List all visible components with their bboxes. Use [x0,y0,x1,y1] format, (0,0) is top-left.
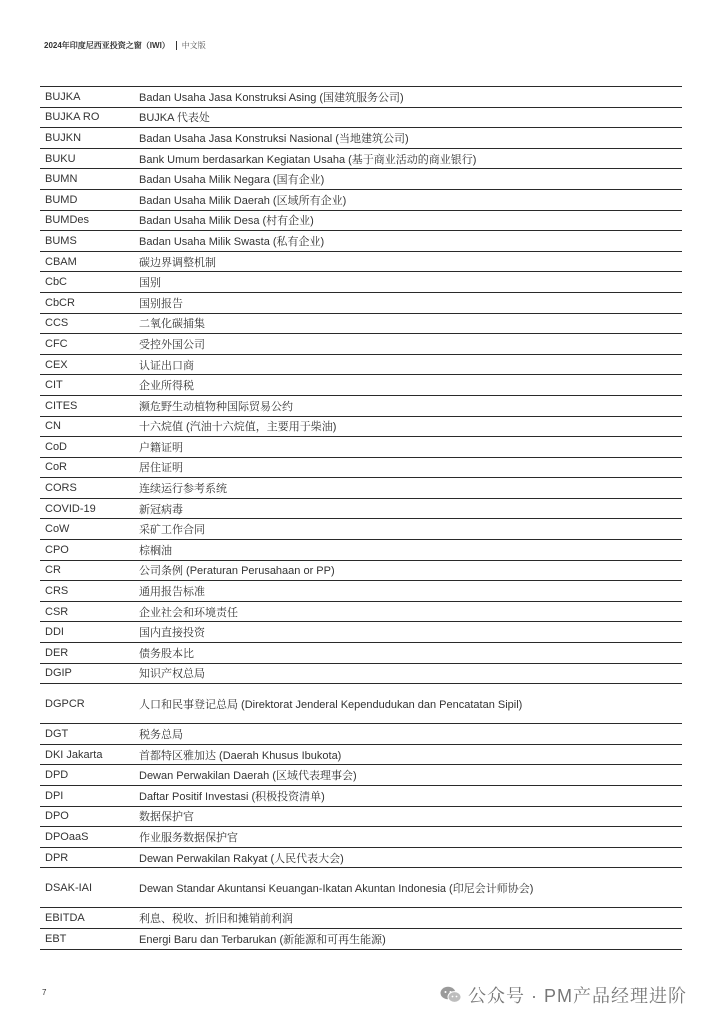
table-row [40,211,682,232]
table-row [40,190,682,211]
table-row [40,724,682,745]
abbreviation-cell: BUMS [45,234,77,247]
abbreviation-cell: COVID-19 [45,502,96,515]
definition-cell: 认证出口商 [139,359,194,372]
definition-cell: 国内直接投资 [139,627,205,640]
definition-cell: 连续运行参考系统 [139,483,227,496]
header-divider [176,41,177,50]
abbreviation-cell: DPD [45,769,69,782]
abbreviation-cell: CbCR [45,296,75,309]
definition-cell: Dewan Perwakilan Rakyat (人民代表大会) [139,852,344,865]
definition-cell: Dewan Standar Akuntansi Keuangan-Ikatan Akuntan Indonesia (印尼会计师协会) [139,882,534,895]
abbreviation-cell: CoR [45,461,68,474]
abbreviation-cell: CEX [45,358,68,371]
definition-cell: Bank Umum berdasarkan Kegiatan Usaha (基于商业活动的商业银行) [139,153,477,166]
table-row [40,561,682,582]
abbreviation-cell: CR [45,564,61,577]
abbreviation-cell: CCS [45,317,69,330]
abbreviation-cell: DDI [45,626,64,639]
abbreviation-cell: CRS [45,585,69,598]
definition-cell: 国别报告 [139,297,183,310]
definition-cell: 棕榈油 [139,544,172,557]
definition-cell: Badan Usaha Milik Negara (国有企业) [139,174,325,187]
definition-cell: Badan Usaha Milik Desa (村有企业) [139,215,314,228]
definition-cell: 采矿工作合同 [139,524,205,537]
watermark-text: 公众号 · PM产品经理进阶 [468,986,687,1006]
abbreviation-cell: CIT [45,379,63,392]
page-number: 7 [42,988,47,997]
table-row [40,643,682,664]
table-row [40,745,682,766]
abbreviation-cell: BUJKA [45,90,81,103]
table-row [40,827,682,848]
abbreviation-cell: CORS [45,482,77,495]
document-title: 2024年印度尼西亚投资之窗（IWI） [44,41,170,50]
table-row [40,602,682,623]
abbreviation-table [40,86,682,950]
table-row [40,908,682,929]
definition-cell: 首都特区雅加达 (Daerah Khusus Ibukota) [139,749,342,762]
definition-cell: 知识产权总局 [139,668,205,681]
abbreviation-cell: EBT [45,932,67,945]
table-row [40,684,682,724]
abbreviation-cell: CITES [45,399,78,412]
page-header [44,40,206,51]
table-row [40,848,682,869]
definition-cell: Badan Usaha Jasa Konstruksi Nasional (当地建筑公司) [139,132,409,145]
edition-label: 中文版 [181,41,206,50]
definition-cell: 濒危野生动植物种国际贸易公约 [139,400,293,413]
table-row [40,272,682,293]
table-row [40,519,682,540]
definition-cell: 作业服务数据保护官 [139,831,238,844]
abbreviation-cell: DSAK-IAI [45,881,93,894]
table-row [40,478,682,499]
table-row [40,868,682,908]
table-row [40,458,682,479]
definition-cell: 债务股本比 [139,647,194,660]
abbreviation-cell: CFC [45,337,68,350]
definition-cell: 人口和民事登记总局 (Direktorat Jenderal Kependudukan dan Pencatatan Sipil) [139,698,523,711]
abbreviation-cell: CoD [45,440,68,453]
wechat-icon [440,986,462,1004]
table-row [40,87,682,108]
abbreviation-cell: EBITDA [45,912,85,925]
table-row [40,375,682,396]
definition-cell: Daftar Positif Investasi (积极投资清单) [139,790,325,803]
abbreviation-cell: CPO [45,543,69,556]
abbreviation-cell: CbC [45,276,68,289]
definition-cell: 国别 [139,277,161,290]
definition-cell: Badan Usaha Milik Daerah (区域所有企业) [139,194,347,207]
table-row [40,540,682,561]
table-row [40,231,682,252]
abbreviation-cell: CoW [45,523,70,536]
definition-cell: 二氧化碳捕集 [139,318,205,331]
definition-cell: 公司条例 (Peraturan Perusahaan or PP) [139,565,335,578]
definition-cell: 碳边界调整机制 [139,256,216,269]
table-row [40,334,682,355]
table-row [40,786,682,807]
table-row [40,149,682,170]
definition-cell: 企业社会和环境责任 [139,606,238,619]
definition-cell: 十六烷值 (汽油十六烷值，主要用于柴油) [139,421,337,434]
abbreviation-cell: BUKU [45,152,76,165]
abbreviation-cell: BUJKA RO [45,111,100,124]
definition-cell: 数据保护官 [139,811,194,824]
abbreviation-cell: DPOaaS [45,830,89,843]
abbreviation-cell: CSR [45,605,69,618]
definition-cell: 受控外国公司 [139,338,205,351]
abbreviation-cell: DGT [45,728,69,741]
table-row [40,437,682,458]
definition-cell: BUJKA 代表处 [139,112,210,125]
table-row [40,293,682,314]
abbreviation-cell: CN [45,420,61,433]
abbreviation-cell: BUMDes [45,214,90,227]
definition-cell: 新冠病毒 [139,503,183,516]
table-row [40,314,682,335]
table-row [40,581,682,602]
table-row [40,807,682,828]
definition-cell: 利息、税收、折旧和摊销前利润 [139,913,293,926]
abbreviation-cell: DPR [45,851,69,864]
table-row [40,108,682,129]
definition-cell: 企业所得税 [139,380,194,393]
table-row [40,765,682,786]
abbreviation-cell: DGIP [45,667,72,680]
table-row [40,417,682,438]
table-row [40,664,682,685]
table-row [40,499,682,520]
abbreviation-cell: BUJKN [45,131,82,144]
table-row [40,622,682,643]
table-row [40,252,682,273]
definition-cell: Badan Usaha Milik Swasta (私有企业) [139,235,325,248]
definition-cell: Dewan Perwakilan Daerah (区域代表理事会) [139,770,357,783]
wechat-watermark [440,982,687,1008]
abbreviation-cell: CBAM [45,255,77,268]
table-row [40,169,682,190]
definition-cell: Energi Baru dan Terbarukan (新能源和可再生能源) [139,933,386,946]
abbreviation-cell: DPI [45,789,64,802]
table-row [40,128,682,149]
definition-cell: Badan Usaha Jasa Konstruksi Asing (国建筑服务公司) [139,91,404,104]
table-row [40,929,682,950]
definition-cell: 税务总局 [139,729,183,742]
abbreviation-cell: BUMN [45,173,78,186]
abbreviation-cell: BUMD [45,193,78,206]
definition-cell: 居住证明 [139,462,183,475]
abbreviation-cell: DGPCR [45,697,85,710]
abbreviation-cell: DER [45,646,69,659]
definition-cell: 通用报告标准 [139,586,205,599]
definition-cell: 户籍证明 [139,441,183,454]
table-row [40,396,682,417]
abbreviation-cell: DKI Jakarta [45,748,103,761]
abbreviation-cell: DPO [45,810,69,823]
table-row [40,355,682,376]
